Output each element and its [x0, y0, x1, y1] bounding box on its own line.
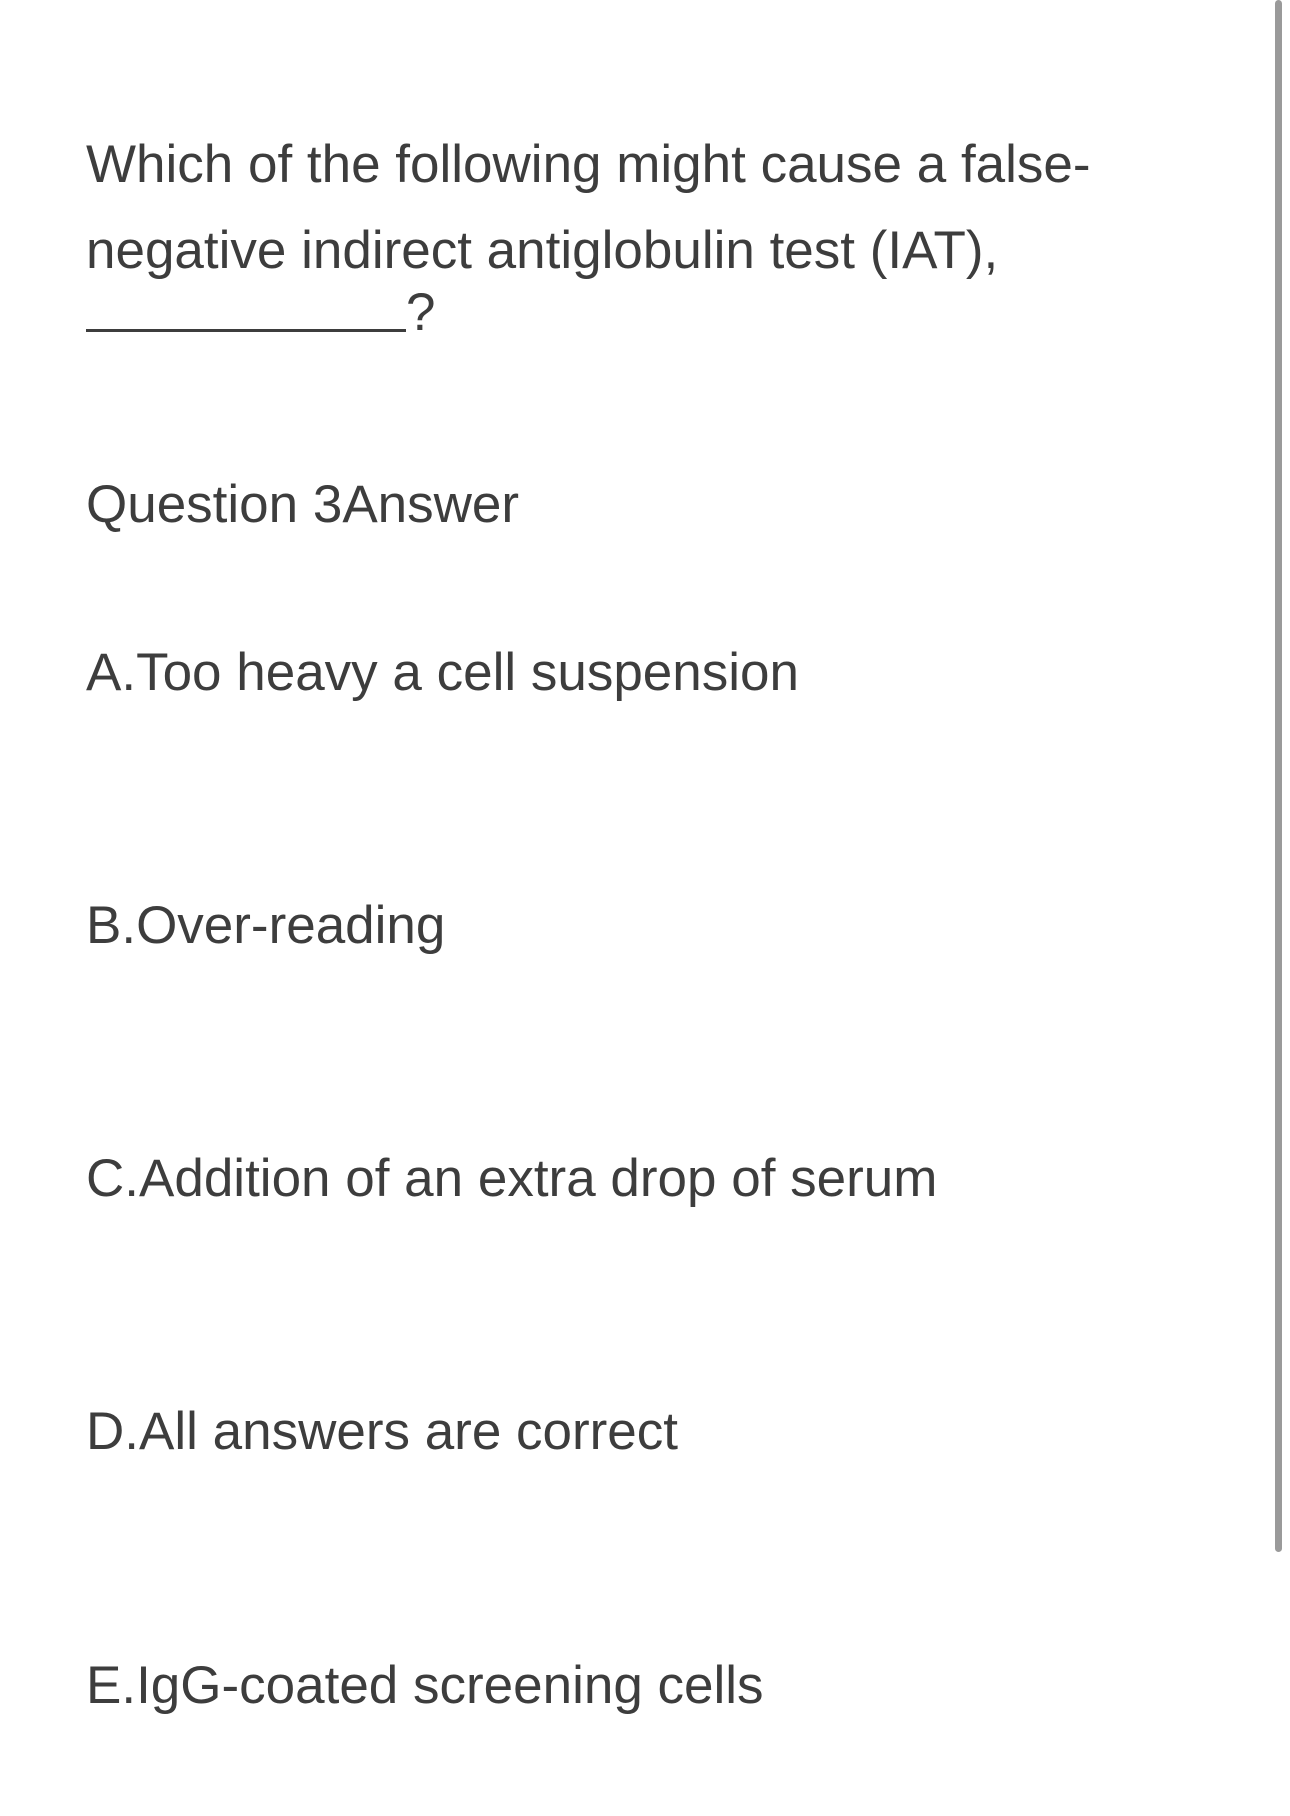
- answer-option-d[interactable]: D.All answers are correct: [86, 1402, 679, 1461]
- question-label: Question 3Answer: [86, 475, 520, 534]
- question-mark: ?: [406, 283, 436, 342]
- answer-blank-line: [86, 270, 435, 356]
- answer-blank: [86, 329, 406, 332]
- vertical-scrollbar[interactable]: [1275, 0, 1282, 1552]
- answer-option-c[interactable]: C.Addition of an extra drop of serum: [86, 1149, 938, 1208]
- answer-option-b[interactable]: B.Over-reading: [86, 896, 446, 955]
- answer-option-a[interactable]: A.Too heavy a cell suspension: [86, 643, 799, 702]
- question-text: Which of the following might cause a false-negative indirect antiglobulin test (IAT),: [86, 135, 1091, 280]
- answer-option-e[interactable]: E.IgG-coated screening cells: [86, 1656, 764, 1715]
